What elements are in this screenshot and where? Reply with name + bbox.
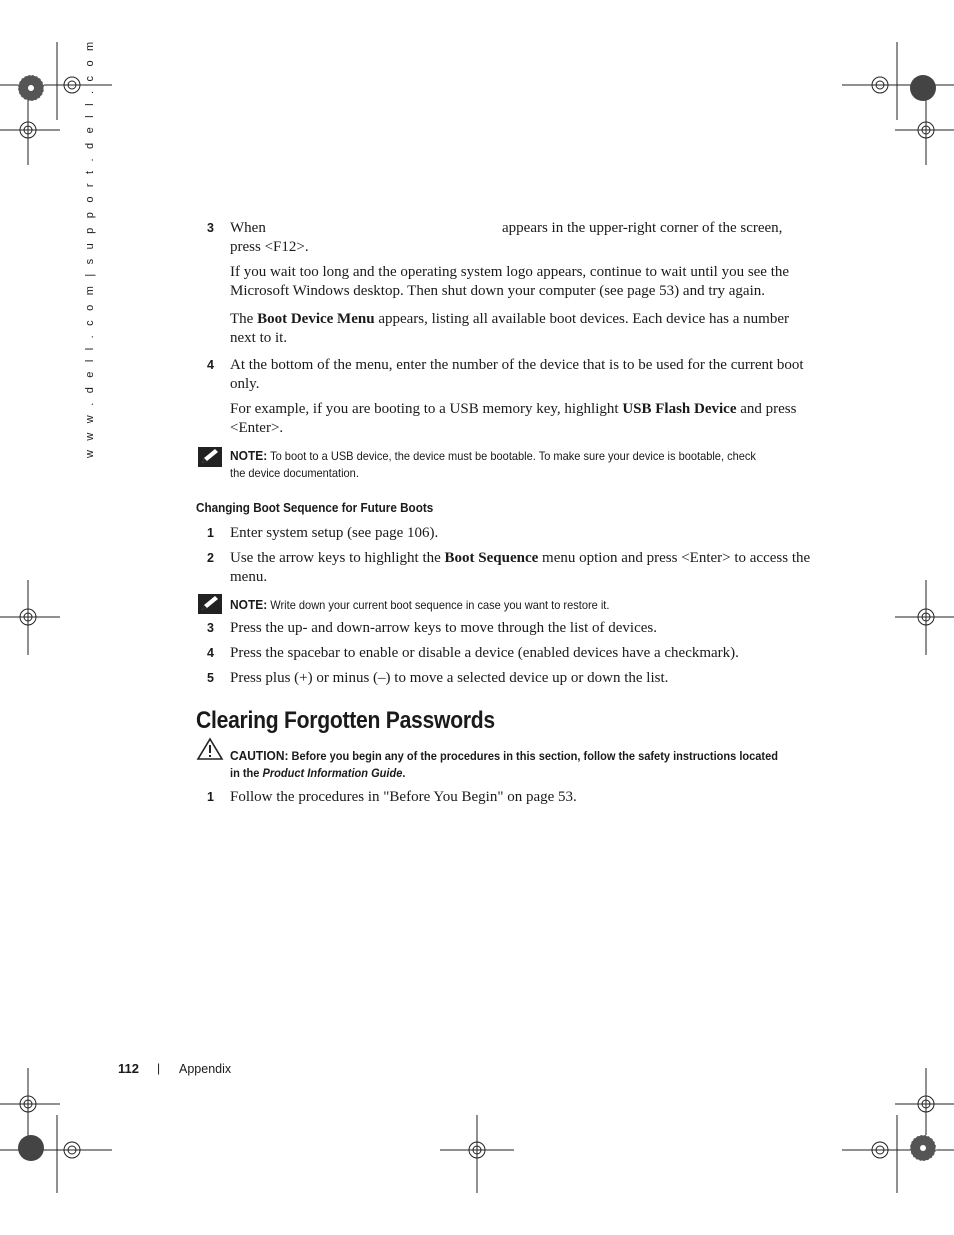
- paragraph-wait: If you wait too long and the operating system logo appears, continue to wait until you see the Microsoft Windows desktop. Then shut down your computer (see page 53) and try again.: [230, 264, 790, 299]
- step-1-final-text: Follow the procedures in "Before You Begin" on page 53.: [230, 789, 577, 805]
- caution-note: [230, 747, 782, 782]
- text-run: .: [402, 766, 406, 780]
- step-3-line2: press <F12>.: [230, 239, 309, 255]
- product-information-guide-title: Product Information Guide: [262, 766, 403, 780]
- text-run: and press <Enter>.: [230, 401, 797, 436]
- step-3-line1-start: When: [230, 220, 266, 236]
- step-number: 1: [207, 526, 214, 540]
- subheading: Changing Boot Sequence for Future Boots: [196, 500, 434, 515]
- step-4-text: At the bottom of the menu, enter the number of the device that is to be used for the current boot only.: [230, 357, 804, 392]
- caution-text: Before you begin any of the procedures in this section, follow the safety instructions located in the: [230, 749, 778, 780]
- step-number: 2: [207, 551, 214, 565]
- note-2: [230, 596, 768, 614]
- step-3b-text: Press the up- and down-arrow keys to move through the list of devices.: [230, 620, 657, 636]
- step-number: 4: [207, 646, 214, 660]
- side-url: w w w . d e l l . c o m | s u p p o r t . d e l l . c o m: [84, 38, 96, 458]
- section-heading: Clearing Forgotten Passwords: [196, 707, 495, 734]
- note-pencil-icon: [198, 447, 222, 467]
- boot-sequence-term: Boot Sequence: [444, 550, 539, 566]
- note-text: To boot to a USB device, the device must be bootable. To make sure your device is bootable, check the device documentation.: [230, 449, 756, 480]
- boot-device-menu-term: Boot Device Menu: [257, 311, 375, 327]
- note-label: NOTE:: [230, 448, 268, 463]
- note-label: NOTE:: [230, 597, 268, 612]
- note-text: Write down your current boot sequence in case you want to restore it.: [267, 598, 610, 612]
- caution-triangle-icon: [196, 737, 224, 761]
- step-number: 3: [207, 221, 214, 235]
- step-3-line1-end: appears in the upper-right corner of the screen,: [502, 220, 783, 236]
- step-number: 5: [207, 671, 214, 685]
- footer-separator: |: [157, 1061, 161, 1075]
- step-number: 4: [207, 358, 214, 372]
- step-number: 1: [207, 790, 214, 804]
- caution-label: CAUTION:: [230, 748, 289, 763]
- footer-section: Appendix: [179, 1062, 232, 1076]
- note-pencil-icon: [198, 594, 222, 614]
- step-2-text: [230, 549, 815, 587]
- paragraph-boot-device-menu: [230, 310, 815, 348]
- text-run: appears, listing all available boot devices. Each device has a number next to it.: [230, 311, 789, 346]
- usb-flash-device-term: USB Flash Device: [622, 401, 737, 417]
- step-4b-text: Press the spacebar to enable or disable a device (enabled devices have a checkmark).: [230, 645, 739, 661]
- step-1-text: Enter system setup (see page 106).: [230, 525, 439, 541]
- text-run: For example, if you are booting to a USB memory key, highlight: [230, 401, 623, 417]
- text-run: menu option and press <Enter> to access the menu.: [230, 550, 811, 585]
- note-1: [230, 447, 768, 482]
- text-run: The: [230, 311, 258, 327]
- step-number: 3: [207, 621, 214, 635]
- page-number: 112: [118, 1061, 139, 1076]
- step-5-text: Press plus (+) or minus (–) to move a selected device up or down the list.: [230, 670, 669, 686]
- text-run: Use the arrow keys to highlight the: [230, 550, 445, 566]
- paragraph-usb: [230, 400, 815, 438]
